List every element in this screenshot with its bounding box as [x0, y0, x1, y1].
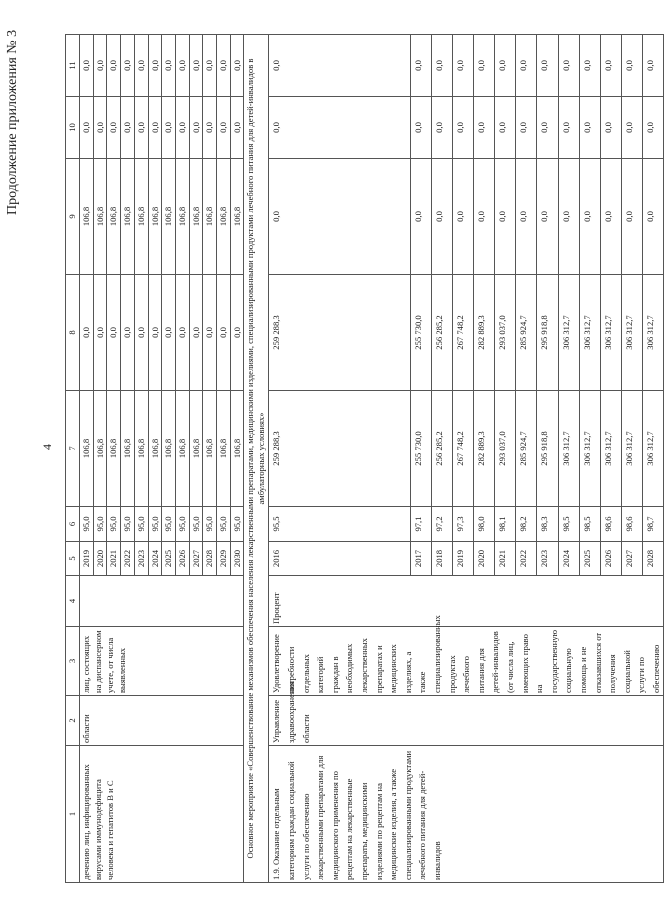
indicator-value: 95,0: [134, 507, 148, 542]
local-budget: 0,0: [622, 97, 643, 159]
other-sources: 0,0: [269, 35, 410, 97]
federal-budget: 0,0: [622, 159, 643, 275]
indicator-name: Удовлетворение потребности отдельных категорий граждан в необходимых лекарственных препаратах и медицинских изделиях, а также специализированных продуктах лечебного питания для детей-инвалидов (от числа лиц, имеющих право на государственную социальную помощь и не отказавшихся от получения социальной услуги по обеспечению: [269, 627, 664, 696]
year-cell: 2028: [203, 542, 217, 576]
total-funding: 106,8: [189, 391, 203, 507]
indicator-value: 98,5: [579, 507, 600, 542]
federal-budget: 0,0: [452, 159, 473, 275]
other-sources: 0,0: [474, 35, 495, 97]
total-funding: 106,8: [80, 391, 94, 507]
continuation-label: Продолжение приложения № 3: [5, 29, 20, 215]
year-cell: 2027: [189, 542, 203, 576]
indicator-value: 95,0: [80, 507, 94, 542]
total-funding: 306 312,7: [558, 391, 579, 507]
total-funding: 255 730,0: [410, 391, 431, 507]
measure-description: дечению лиц, инфицированных вирусами иммунодефицита человека и гепатитов В и С: [80, 746, 244, 883]
regional-budget: 0,0: [217, 275, 231, 391]
indicator-value: 98,1: [495, 507, 516, 542]
local-budget: 0,0: [134, 97, 148, 159]
local-budget: 0,0: [80, 97, 94, 159]
federal-budget: 106,8: [80, 159, 94, 275]
local-budget: 0,0: [162, 97, 176, 159]
local-budget: 0,0: [121, 97, 135, 159]
year-cell: 2016: [269, 542, 410, 576]
other-sources: 0,0: [148, 35, 162, 97]
year-cell: 2020: [474, 542, 495, 576]
year-cell: 2029: [217, 542, 231, 576]
indicator-value: 98,0: [474, 507, 495, 542]
year-cell: 2017: [410, 542, 431, 576]
year-cell: 2026: [175, 542, 189, 576]
column-number: 11: [66, 35, 80, 97]
year-cell: 2030: [230, 542, 244, 576]
indicator-value: 95,0: [203, 507, 217, 542]
year-cell: 2019: [80, 542, 94, 576]
local-budget: 0,0: [410, 97, 431, 159]
year-cell: 2028: [643, 542, 664, 576]
regional-budget: 0,0: [175, 275, 189, 391]
column-number: 8: [66, 275, 80, 391]
regional-budget: 306 312,7: [600, 275, 621, 391]
total-funding: 106,8: [121, 391, 135, 507]
indicator-value: 95,0: [175, 507, 189, 542]
other-sources: 0,0: [410, 35, 431, 97]
indicator-value: 95,0: [93, 507, 107, 542]
program-table: [65, 34, 664, 883]
table-row: [269, 35, 410, 883]
indicator-value: 95,5: [269, 507, 410, 542]
local-budget: 0,0: [175, 97, 189, 159]
local-budget: 0,0: [558, 97, 579, 159]
other-sources: 0,0: [189, 35, 203, 97]
other-sources: 0,0: [175, 35, 189, 97]
indicator-value: 95,0: [107, 507, 121, 542]
federal-budget: 106,8: [162, 159, 176, 275]
total-funding: 282 889,3: [474, 391, 495, 507]
federal-budget: 106,8: [148, 159, 162, 275]
federal-budget: 106,8: [217, 159, 231, 275]
total-funding: 106,8: [93, 391, 107, 507]
total-funding: 306 312,7: [600, 391, 621, 507]
regional-budget: 0,0: [189, 275, 203, 391]
year-cell: 2025: [579, 542, 600, 576]
local-budget: 0,0: [269, 97, 410, 159]
total-funding: 106,8: [148, 391, 162, 507]
federal-budget: 106,8: [230, 159, 244, 275]
year-cell: 2019: [452, 542, 473, 576]
local-budget: 0,0: [600, 97, 621, 159]
total-funding: 106,8: [162, 391, 176, 507]
indicator-value: 98,6: [622, 507, 643, 542]
indicator-value: 98,7: [643, 507, 664, 542]
year-cell: 2024: [558, 542, 579, 576]
local-budget: 0,0: [217, 97, 231, 159]
other-sources: 0,0: [162, 35, 176, 97]
indicator-value: 97,1: [410, 507, 431, 542]
regional-budget: 306 312,7: [579, 275, 600, 391]
local-budget: 0,0: [474, 97, 495, 159]
other-sources: 0,0: [516, 35, 537, 97]
column-number: 10: [66, 97, 80, 159]
local-budget: 0,0: [93, 97, 107, 159]
regional-budget: 306 312,7: [643, 275, 664, 391]
regional-budget: 0,0: [93, 275, 107, 391]
local-budget: 0,0: [431, 97, 452, 159]
other-sources: 0,0: [230, 35, 244, 97]
other-sources: 0,0: [80, 35, 94, 97]
year-cell: 2024: [148, 542, 162, 576]
year-cell: 2023: [537, 542, 558, 576]
federal-budget: 0,0: [600, 159, 621, 275]
regional-budget: 0,0: [134, 275, 148, 391]
federal-budget: 0,0: [516, 159, 537, 275]
federal-budget: 106,8: [121, 159, 135, 275]
indicator-value: 97,2: [431, 507, 452, 542]
other-sources: 0,0: [643, 35, 664, 97]
federal-budget: 0,0: [410, 159, 431, 275]
other-sources: 0,0: [600, 35, 621, 97]
year-cell: 2025: [162, 542, 176, 576]
total-funding: 295 918,8: [537, 391, 558, 507]
local-budget: 0,0: [230, 97, 244, 159]
total-funding: 106,8: [175, 391, 189, 507]
local-budget: 0,0: [203, 97, 217, 159]
measure-description: 1.9. Оказание отдельным категориям граждан социальной услуги по обеспечению лекарственными препаратами для медицинского применения по рецептам на лекарственные препараты, медицинскими изделиями по рецептам на медицинские изделия, а также специализированными продуктами лечебного питания для детей-инвалидов: [269, 746, 664, 883]
column-number: 3: [66, 627, 80, 696]
column-number: 9: [66, 159, 80, 275]
section-title: Основное мероприятие «Совершенствование механизмов обеспечения населения лекарственными препаратами, медицинскими изделиями, специализированными продуктами лечебного питания для детей-инвалидов в амбулаторных условиях»: [244, 35, 269, 883]
other-sources: 0,0: [579, 35, 600, 97]
indicator-value: 95,0: [121, 507, 135, 542]
other-sources: 0,0: [622, 35, 643, 97]
year-cell: 2027: [622, 542, 643, 576]
column-number-row: [66, 35, 80, 883]
year-cell: 2020: [93, 542, 107, 576]
other-sources: 0,0: [93, 35, 107, 97]
indicator-name: лиц, состоящих на диспансерном учете, от числа выявленных: [80, 627, 244, 696]
federal-budget: 0,0: [558, 159, 579, 275]
total-funding: 106,8: [217, 391, 231, 507]
regional-budget: 0,0: [230, 275, 244, 391]
column-number: 5: [66, 542, 80, 576]
indicator-value: 95,0: [189, 507, 203, 542]
indicator-value: 95,0: [230, 507, 244, 542]
federal-budget: 106,8: [203, 159, 217, 275]
column-number: 6: [66, 507, 80, 542]
other-sources: 0,0: [431, 35, 452, 97]
regional-budget: 0,0: [107, 275, 121, 391]
year-cell: 2018: [431, 542, 452, 576]
column-number: 1: [66, 746, 80, 883]
federal-budget: 0,0: [579, 159, 600, 275]
federal-budget: 106,8: [175, 159, 189, 275]
federal-budget: 0,0: [643, 159, 664, 275]
regional-budget: 282 889,3: [474, 275, 495, 391]
federal-budget: 106,8: [107, 159, 121, 275]
local-budget: 0,0: [643, 97, 664, 159]
regional-budget: 255 730,0: [410, 275, 431, 391]
indicator-value: 98,5: [558, 507, 579, 542]
responsible-executor: Управление здравоохранения области: [269, 696, 664, 746]
other-sources: 0,0: [134, 35, 148, 97]
year-cell: 2022: [516, 542, 537, 576]
unit-cell: [80, 576, 244, 627]
regional-budget: 306 312,7: [558, 275, 579, 391]
regional-budget: 0,0: [203, 275, 217, 391]
other-sources: 0,0: [203, 35, 217, 97]
total-funding: 106,8: [230, 391, 244, 507]
local-budget: 0,0: [189, 97, 203, 159]
federal-budget: 0,0: [537, 159, 558, 275]
local-budget: 0,0: [107, 97, 121, 159]
column-number: 2: [66, 696, 80, 746]
federal-budget: 106,8: [189, 159, 203, 275]
local-budget: 0,0: [148, 97, 162, 159]
local-budget: 0,0: [495, 97, 516, 159]
other-sources: 0,0: [537, 35, 558, 97]
total-funding: 306 312,7: [643, 391, 664, 507]
other-sources: 0,0: [558, 35, 579, 97]
unit-cell: Процент: [269, 576, 664, 627]
section-row: [244, 35, 269, 883]
other-sources: 0,0: [107, 35, 121, 97]
total-funding: 285 924,7: [516, 391, 537, 507]
regional-budget: 295 918,8: [537, 275, 558, 391]
other-sources: 0,0: [452, 35, 473, 97]
indicator-value: 95,0: [148, 507, 162, 542]
year-cell: 2022: [121, 542, 135, 576]
regional-budget: 256 285,2: [431, 275, 452, 391]
other-sources: 0,0: [217, 35, 231, 97]
column-number: 7: [66, 391, 80, 507]
rotated-sheet: [3, 0, 661, 905]
regional-budget: 0,0: [121, 275, 135, 391]
total-funding: 267 748,2: [452, 391, 473, 507]
local-budget: 0,0: [579, 97, 600, 159]
total-funding: 306 312,7: [579, 391, 600, 507]
indicator-value: 98,6: [600, 507, 621, 542]
federal-budget: 0,0: [474, 159, 495, 275]
column-number: 4: [66, 576, 80, 627]
federal-budget: 0,0: [269, 159, 410, 275]
indicator-value: 98,3: [537, 507, 558, 542]
indicator-value: 98,2: [516, 507, 537, 542]
regional-budget: 0,0: [162, 275, 176, 391]
table-row: [80, 35, 94, 883]
local-budget: 0,0: [516, 97, 537, 159]
indicator-value: 95,0: [162, 507, 176, 542]
total-funding: 106,8: [134, 391, 148, 507]
regional-budget: 0,0: [80, 275, 94, 391]
regional-budget: 285 924,7: [516, 275, 537, 391]
local-budget: 0,0: [537, 97, 558, 159]
regional-budget: 267 748,2: [452, 275, 473, 391]
federal-budget: 106,8: [134, 159, 148, 275]
total-funding: 106,8: [203, 391, 217, 507]
indicator-value: 97,3: [452, 507, 473, 542]
federal-budget: 106,8: [93, 159, 107, 275]
total-funding: 306 312,7: [622, 391, 643, 507]
federal-budget: 0,0: [431, 159, 452, 275]
regional-budget: 306 312,7: [622, 275, 643, 391]
total-funding: 293 037,0: [495, 391, 516, 507]
local-budget: 0,0: [452, 97, 473, 159]
regional-budget: 0,0: [148, 275, 162, 391]
federal-budget: 0,0: [495, 159, 516, 275]
year-cell: 2021: [495, 542, 516, 576]
year-cell: 2026: [600, 542, 621, 576]
responsible-executor: области: [80, 696, 244, 746]
total-funding: 106,8: [107, 391, 121, 507]
regional-budget: 293 037,0: [495, 275, 516, 391]
indicator-value: 95,0: [217, 507, 231, 542]
other-sources: 0,0: [121, 35, 135, 97]
year-cell: 2021: [107, 542, 121, 576]
page-number: 4: [40, 444, 54, 450]
total-funding: 256 285,2: [431, 391, 452, 507]
regional-budget: 259 288,3: [269, 275, 410, 391]
year-cell: 2023: [134, 542, 148, 576]
other-sources: 0,0: [495, 35, 516, 97]
total-funding: 259 288,3: [269, 391, 410, 507]
